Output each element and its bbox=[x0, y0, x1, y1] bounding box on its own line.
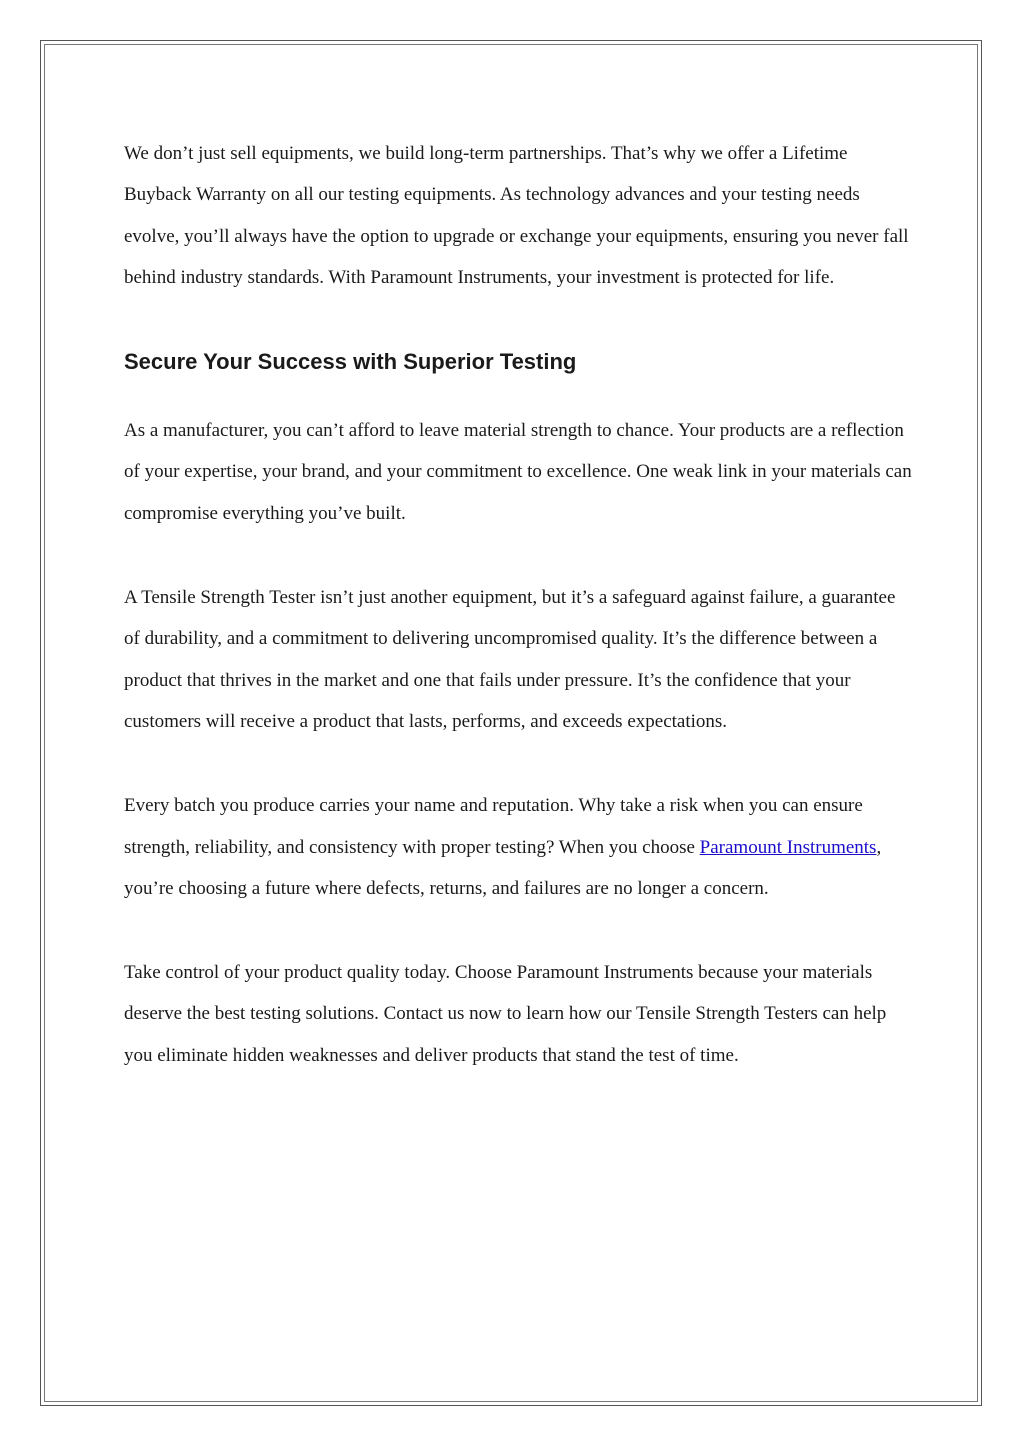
paragraph-batch bbox=[124, 785, 914, 909]
paragraph-batch-text-end: , you’re choosing a future where defects, returns, and failures are no longer a concern. bbox=[124, 836, 882, 899]
paragraph-call-to-action: Take control of your product quality today. Choose Paramount Instruments because your materials deserve the best testing solutions. Contact us now to learn how our Tensile Strength Testers can help you eliminate hidden weaknesses and deliver products that stand the test of time. bbox=[124, 962, 887, 1066]
paragraph-batch-text-start: Every batch you produce carries your name and reputation. Why take a risk when you can ensure strength, reliability, and consistency with proper testing? When you choose bbox=[124, 795, 863, 858]
paragraph-manufacturer: As a manufacturer, you can’t afford to leave material strength to chance. Your products are a reflection of your expertise, your brand, and your commitment to excellence. One weak link in your materials can compromise everything you’ve built. bbox=[124, 420, 912, 524]
document-body bbox=[124, 133, 914, 1076]
section-heading: Secure Your Success with Superior Testing bbox=[124, 349, 577, 375]
paragraph-tensile-tester: A Tensile Strength Tester isn’t just another equipment, but it’s a safeguard against failure, a guarantee of durability, and a commitment to delivering uncompromised quality. It’s the difference between a product that thrives in the market and one that fails under pressure. It’s the confidence that your customers will receive a product that lasts, performs, and exceeds expectations. bbox=[124, 587, 896, 732]
paragraph-warranty: We don’t just sell equipments, we build long-term partnerships. That’s why we offer a Lifetime Buyback Warranty on all our testing equipments. As technology advances and your testing needs evolve, you’ll always have the option to upgrade or exchange your equipments, ensuring you never fall behind industry standards. With Paramount Instruments, your investment is protected for life. bbox=[124, 143, 909, 288]
paramount-instruments-link[interactable]: Paramount Instruments bbox=[699, 836, 877, 858]
